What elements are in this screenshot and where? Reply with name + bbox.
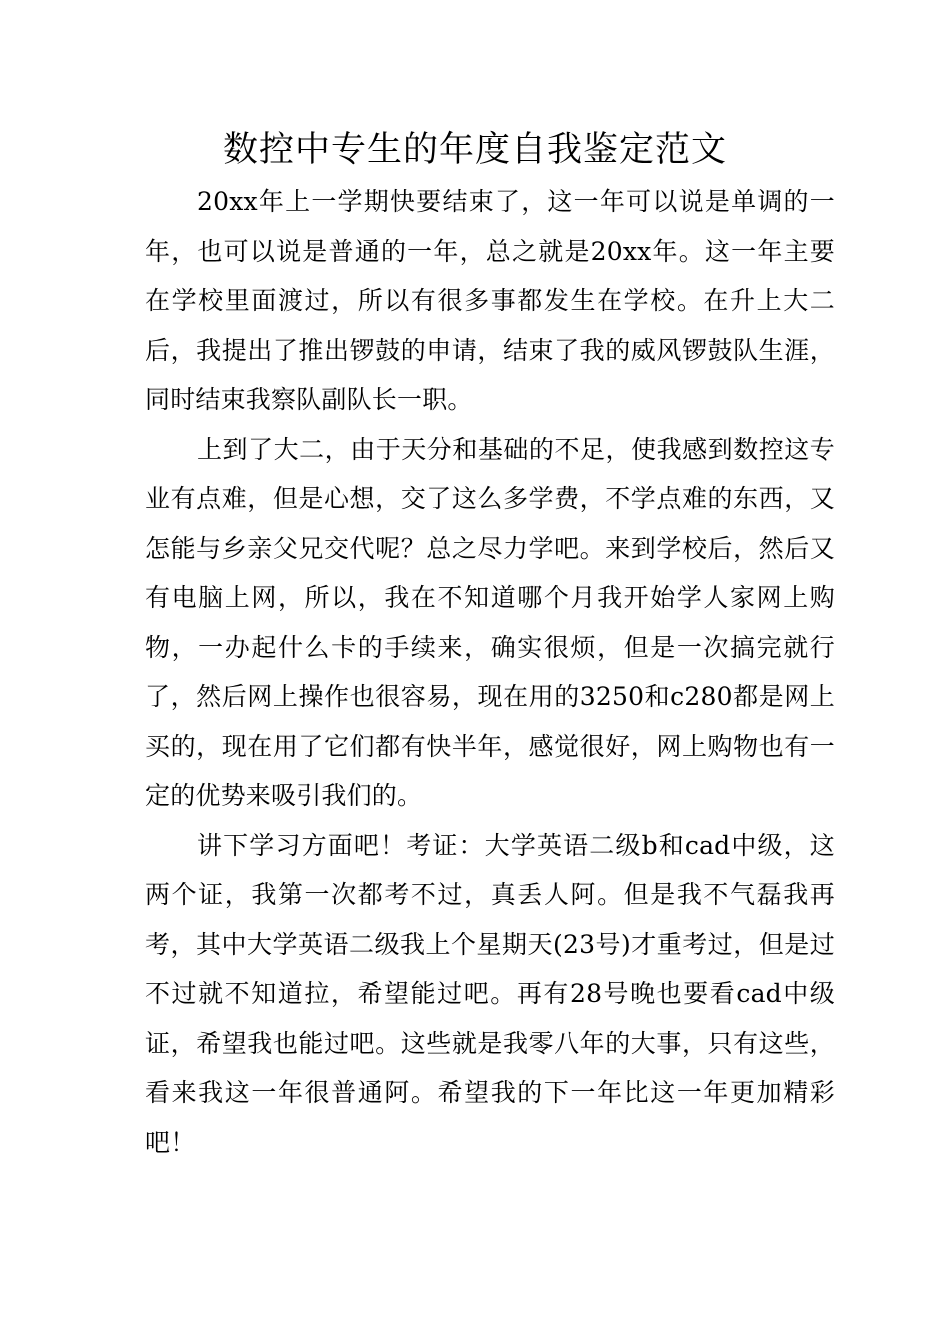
paragraph-2: 上到了大二，由于天分和基础的不足，使我感到数控这专业有点难，但是心想，交了这么多学费，不学点难的东西，又怎能与乡亲父兄交代呢？总之尽力学吧。来到学校后，然后又有电脑上网，所以，我在不知道哪个月我开始学人家网上购物，一办起什么卡的手续来，确实很烦，但是一次搞完就行了，然后网上操作也很容易，现在用的3250和c280都是网上买的，现在用了它们都有快半年，感觉很好，网上购物也有一定的优势来吸引我们的。 — [145, 434, 835, 810]
paragraph-3: 讲下学习方面吧！考证：大学英语二级b和cad中级，这两个证，我第一次都考不过，真丢人阿。但是我不气磊我再考，其中大学英语二级我上个星期天(23号)才重考过，但是过不过就不知道拉，希望能过吧。再有28号晚也要看cad中级证，希望我也能过吧。这些就是我零八年的大事，只有这些，看来我这一年很普通阿。希望我的下一年比这一年更加精彩吧！ — [145, 830, 835, 1157]
document-body — [145, 177, 835, 1167]
paragraph-1: 20xx年上一学期快要结束了，这一年可以说是单调的一年，也可以说是普通的一年，总之就是20xx年。这一年主要在学校里面渡过，所以有很多事都发生在学校。在升上大二后，我提出了推出锣鼓的申请，结束了我的威风锣鼓队生涯，同时结束我察队副队长一职。 — [145, 187, 835, 414]
document-title: 数控中专生的年度自我鉴定范文 — [222, 130, 727, 170]
